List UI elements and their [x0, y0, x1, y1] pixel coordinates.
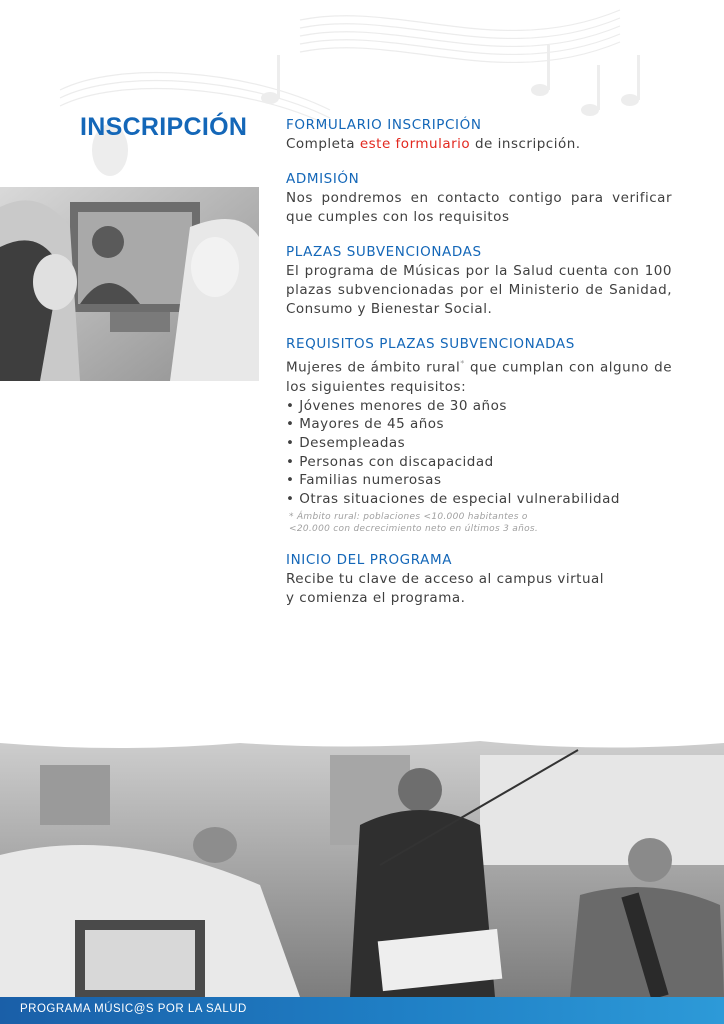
footnote [286, 511, 672, 535]
healthcare-workers-photo [0, 187, 259, 381]
section-text: y comienza el programa. [286, 589, 466, 606]
page-title: INSCRIPCIÓN [80, 113, 248, 141]
section-text: Recibe tu clave de acceso al campus virtual [286, 570, 605, 587]
text-fragment: de inscripción. [470, 136, 581, 152]
footnote-line: * Ámbito rural: poblaciones <10.000 habitantes o [289, 511, 528, 522]
section-inicio [286, 551, 672, 608]
section-admision [286, 170, 672, 227]
section-heading: REQUISITOS PLAZAS SUBVENCIONADAS [286, 336, 575, 352]
list-item: • Personas con discapacidad [286, 453, 494, 470]
text-fragment: Mujeres de ámbito rural [286, 359, 461, 376]
section-text [286, 135, 672, 154]
section-formulario [286, 116, 672, 154]
section-text: El programa de Músicas por la Salud cuenta con 100 plazas subvencionadas por el Ministerio de Sanidad, Consumo y Bienestar Social. [286, 263, 672, 317]
requirements-list [286, 397, 672, 509]
section-heading: ADMISIÓN [286, 171, 360, 187]
list-item: • Otras situaciones de especial vulnerabilidad [286, 491, 620, 508]
footnote-line: <20.000 con decrecimiento neto en últimos 3 años. [289, 523, 539, 534]
section-text [286, 354, 672, 397]
section-requisitos [286, 335, 672, 535]
musicians-hospital-photo [0, 735, 724, 997]
footer-text: PROGRAMA MÚSIC@S POR LA SALUD [20, 1003, 247, 1015]
section-heading: INICIO DEL PROGRAMA [286, 551, 453, 568]
form-link[interactable]: este formulario [359, 136, 471, 152]
list-item: • Desempleadas [286, 434, 406, 451]
section-plazas [286, 243, 672, 319]
section-heading: PLAZAS SUBVENCIONADAS [286, 244, 482, 260]
section-text: Nos pondremos en contacto contigo para verificar que cumples con los requisitos [286, 190, 672, 225]
text-fragment: Completa [286, 136, 360, 152]
footer-bar [0, 997, 724, 1024]
list-item: • Mayores de 45 años [286, 416, 445, 433]
list-item: • Familias numerosas [286, 472, 442, 489]
registration-content [286, 116, 672, 624]
text-fragment: que cumplan con alguno de los siguientes requisitos: [286, 359, 673, 395]
section-heading: FORMULARIO INSCRIPCIÓN [286, 117, 482, 133]
list-item: • Jóvenes menores de 30 años [286, 397, 507, 414]
footnote-mark: * [460, 359, 465, 368]
